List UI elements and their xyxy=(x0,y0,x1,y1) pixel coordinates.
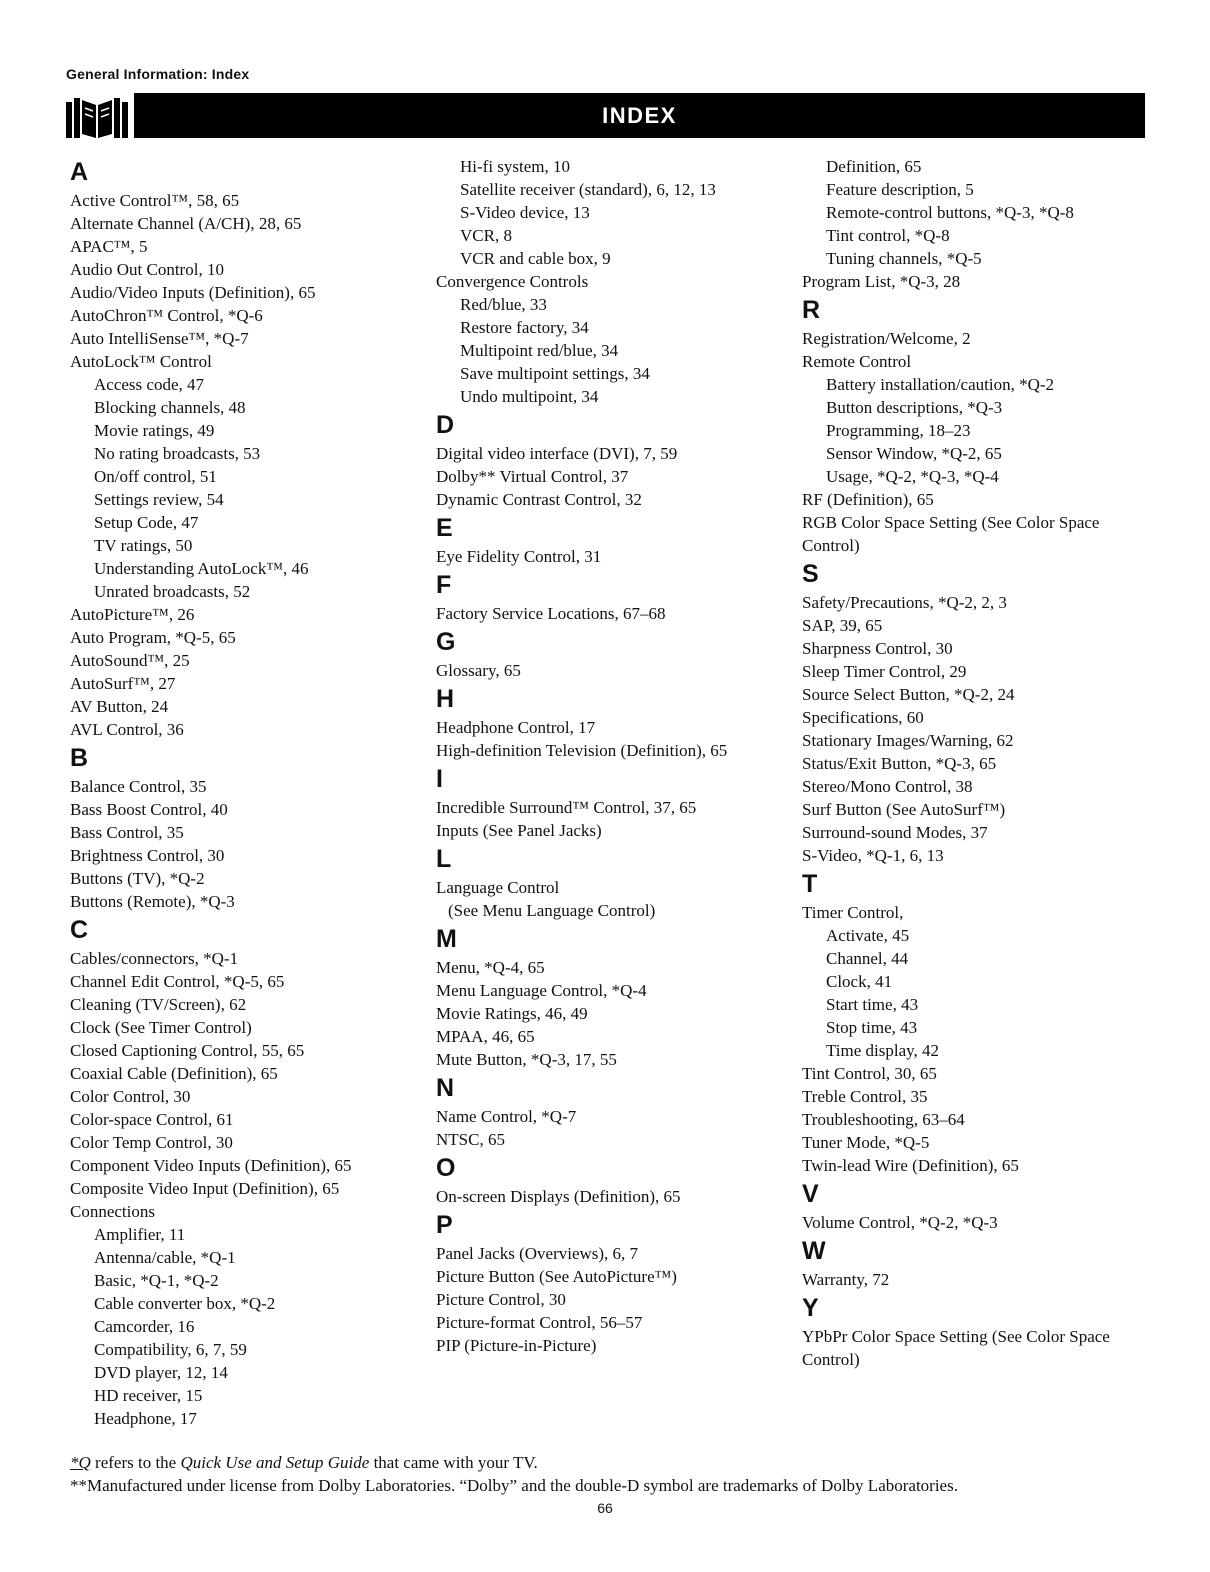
dolby-footnote: **Manufactured under license from Dolby Laboratories. “Dolby” and the double-D symbol are trademarks of Dolby Laboratories. xyxy=(70,1476,958,1495)
index-letter-l: L xyxy=(436,845,452,873)
index-letter-d: D xyxy=(436,411,455,439)
index-entry: Cables/connectors, *Q-1 xyxy=(70,949,239,968)
index-subentry: Headphone, 17 xyxy=(94,1409,197,1428)
index-entry: SAP, 39, 65 xyxy=(802,616,883,635)
index-subentry: VCR and cable box, 9 xyxy=(460,249,611,268)
index-entry: High-definition Television (Definition), 65 xyxy=(436,741,728,760)
index-column-1 xyxy=(70,155,425,1430)
index-entry: Clock (See Timer Control) xyxy=(70,1018,252,1037)
index-entry: Closed Captioning Control, 55, 65 xyxy=(70,1041,305,1060)
index-subentry: Definition, 65 xyxy=(826,157,922,176)
index-subentry: Red/blue, 33 xyxy=(460,295,547,314)
index-entry: Color-space Control, 61 xyxy=(70,1110,234,1129)
index-entry: Digital video interface (DVI), 7, 59 xyxy=(436,444,678,463)
index-entry: AutoSurf™, 27 xyxy=(70,674,176,693)
index-entry: Convergence Controls xyxy=(436,272,589,291)
index-entry: Buttons (TV), *Q-2 xyxy=(70,869,205,888)
index-entry: Auto IntelliSense™, *Q-7 xyxy=(70,329,249,348)
index-entry: Safety/Precautions, *Q-2, 2, 3 xyxy=(802,593,1007,612)
index-subentry: Undo multipoint, 34 xyxy=(460,387,599,406)
index-entry: AutoPicture™, 26 xyxy=(70,605,195,624)
quick-guide-footnote xyxy=(70,1451,1150,1474)
index-letter-i: I xyxy=(436,765,443,793)
index-entry: Stationary Images/Warning, 62 xyxy=(802,731,1014,750)
index-entry: Specifications, 60 xyxy=(802,708,924,727)
index-entry: Audio/Video Inputs (Definition), 65 xyxy=(70,283,316,302)
index-subentry: Setup Code, 47 xyxy=(94,513,199,532)
index-entry: Bass Boost Control, 40 xyxy=(70,800,228,819)
index-entry: Registration/Welcome, 2 xyxy=(802,329,971,348)
index-letter-b: B xyxy=(70,744,89,772)
index-entry: Treble Control, 35 xyxy=(802,1087,928,1106)
index-entry: AutoSound™, 25 xyxy=(70,651,190,670)
index-subentry: Camcorder, 16 xyxy=(94,1317,195,1336)
index-entry: Composite Video Input (Definition), 65 xyxy=(70,1179,340,1198)
index-subentry: Sensor Window, *Q-2, 65 xyxy=(826,444,1002,463)
q-prefix: *Q xyxy=(70,1453,91,1472)
index-letter-t: T xyxy=(802,870,818,898)
index-entry: APAC™, 5 xyxy=(70,237,148,256)
index-entry: Connections xyxy=(70,1202,155,1221)
index-entry: Color Control, 30 xyxy=(70,1087,191,1106)
index-subentry: Save multipoint settings, 34 xyxy=(460,364,650,383)
index-entry: Eye Fidelity Control, 31 xyxy=(436,547,602,566)
index-subentry: TV ratings, 50 xyxy=(94,536,193,555)
index-subentry: Usage, *Q-2, *Q-3, *Q-4 xyxy=(826,467,999,486)
index-entry: Tuner Mode, *Q-5 xyxy=(802,1133,930,1152)
index-letter-v: V xyxy=(802,1180,819,1208)
index-subentry: Satellite receiver (standard), 6, 12, 13 xyxy=(460,180,716,199)
index-subentry: Access code, 47 xyxy=(94,375,204,394)
index-subentry: Understanding AutoLock™, 46 xyxy=(94,559,309,578)
index-entry: Factory Service Locations, 67–68 xyxy=(436,604,666,623)
index-letter-m: M xyxy=(436,925,457,953)
index-subentry: Tuning channels, *Q-5 xyxy=(826,249,982,268)
index-entry: Panel Jacks (Overviews), 6, 7 xyxy=(436,1244,639,1263)
index-subentry: DVD player, 12, 14 xyxy=(94,1363,228,1382)
index-entry: YPbPr Color Space Setting (See Color Space Control) xyxy=(802,1327,1110,1369)
index-entry: Language Control xyxy=(436,878,560,897)
index-entry: Stereo/Mono Control, 38 xyxy=(802,777,973,796)
index-entry: Picture-format Control, 56–57 xyxy=(436,1313,643,1332)
index-entry: Cleaning (TV/Screen), 62 xyxy=(70,995,247,1014)
index-entry: Status/Exit Button, *Q-3, 65 xyxy=(802,754,997,773)
index-entry: Twin-lead Wire (Definition), 65 xyxy=(802,1156,1019,1175)
index-entry: Volume Control, *Q-2, *Q-3 xyxy=(802,1213,998,1232)
index-title-bar: INDEX xyxy=(134,93,1145,138)
index-subentry: Tint control, *Q-8 xyxy=(826,226,950,245)
index-subentry: Remote-control buttons, *Q-3, *Q-8 xyxy=(826,203,1074,222)
index-entry: Troubleshooting, 63–64 xyxy=(802,1110,965,1129)
section-label: General Information: Index xyxy=(66,66,250,82)
index-subentry: On/off control, 51 xyxy=(94,467,217,486)
index-letter-h: H xyxy=(436,685,455,713)
index-letter-p: P xyxy=(436,1211,453,1239)
index-entry: Sleep Timer Control, 29 xyxy=(802,662,967,681)
index-entry: Glossary, 65 xyxy=(436,661,521,680)
index-entry: Bass Control, 35 xyxy=(70,823,184,842)
index-subentry: Antenna/cable, *Q-1 xyxy=(94,1248,236,1267)
index-subentry: Cable converter box, *Q-2 xyxy=(94,1294,276,1313)
index-letter-w: W xyxy=(802,1237,826,1265)
index-entry: Audio Out Control, 10 xyxy=(70,260,224,279)
index-entry: Picture Control, 30 xyxy=(436,1290,566,1309)
index-entry: Dolby** Virtual Control, 37 xyxy=(436,467,629,486)
index-entry: AutoLock™ Control xyxy=(70,352,212,371)
q-middle: refers to the xyxy=(90,1453,181,1472)
index-subentry: Movie ratings, 49 xyxy=(94,421,215,440)
index-entry: Menu, *Q-4, 65 xyxy=(436,958,545,977)
index-entry: Source Select Button, *Q-2, 24 xyxy=(802,685,1015,704)
index-column-2 xyxy=(436,155,791,1357)
index-entry: Auto Program, *Q-5, 65 xyxy=(70,628,236,647)
index-entry: PIP (Picture-in-Picture) xyxy=(436,1336,597,1355)
index-entry: Coaxial Cable (Definition), 65 xyxy=(70,1064,278,1083)
index-entry: Brightness Control, 30 xyxy=(70,846,225,865)
index-subentry: Stop time, 43 xyxy=(826,1018,918,1037)
index-subentry: Settings review, 54 xyxy=(94,490,224,509)
index-subentry: HD receiver, 15 xyxy=(94,1386,203,1405)
index-entry: AV Button, 24 xyxy=(70,697,169,716)
index-entry: Tint Control, 30, 65 xyxy=(802,1064,937,1083)
index-subentry: Channel, 44 xyxy=(826,949,909,968)
index-subentry: S-Video device, 13 xyxy=(460,203,590,222)
index-subentry: (See Menu Language Control) xyxy=(448,901,656,920)
index-subentry: Restore factory, 34 xyxy=(460,318,589,337)
index-entry: RGB Color Space Setting (See Color Space Control) xyxy=(802,513,1100,555)
index-letter-a: A xyxy=(70,158,89,186)
index-entry: Movie Ratings, 46, 49 xyxy=(436,1004,588,1023)
index-entry: Mute Button, *Q-3, 17, 55 xyxy=(436,1050,617,1069)
index-entry: Incredible Surround™ Control, 37, 65 xyxy=(436,798,697,817)
index-subentry: Button descriptions, *Q-3 xyxy=(826,398,1003,417)
index-subentry: Compatibility, 6, 7, 59 xyxy=(94,1340,247,1359)
index-entry: Headphone Control, 17 xyxy=(436,718,596,737)
book-icon xyxy=(66,96,128,138)
index-letter-e: E xyxy=(436,514,453,542)
index-letter-s: S xyxy=(802,560,819,588)
index-entry: Active Control™, 58, 65 xyxy=(70,191,240,210)
index-subentry: Hi-fi system, 10 xyxy=(460,157,571,176)
index-subentry: No rating broadcasts, 53 xyxy=(94,444,261,463)
index-letter-g: G xyxy=(436,628,456,656)
q-suffix: that came with your TV. xyxy=(369,1453,538,1472)
page-number: 66 xyxy=(597,1500,613,1516)
index-entry: Dynamic Contrast Control, 32 xyxy=(436,490,642,509)
index-entry: MPAA, 46, 65 xyxy=(436,1027,535,1046)
index-entry: Warranty, 72 xyxy=(802,1270,890,1289)
index-subentry: Basic, *Q-1, *Q-2 xyxy=(94,1271,219,1290)
index-subentry: VCR, 8 xyxy=(460,226,512,245)
index-subentry: Clock, 41 xyxy=(826,972,893,991)
index-letter-o: O xyxy=(436,1154,456,1182)
index-letter-f: F xyxy=(436,571,452,599)
index-entry: Balance Control, 35 xyxy=(70,777,207,796)
index-entry: AutoChron™ Control, *Q-6 xyxy=(70,306,263,325)
index-entry: Component Video Inputs (Definition), 65 xyxy=(70,1156,352,1175)
index-subentry: Start time, 43 xyxy=(826,995,919,1014)
index-column-3 xyxy=(802,155,1142,1371)
index-subentry: Unrated broadcasts, 52 xyxy=(94,582,251,601)
index-entry: RF (Definition), 65 xyxy=(802,490,934,509)
index-entry: Channel Edit Control, *Q-5, 65 xyxy=(70,972,285,991)
index-entry: Program List, *Q-3, 28 xyxy=(802,272,961,291)
index-entry: Inputs (See Panel Jacks) xyxy=(436,821,602,840)
index-entry: Name Control, *Q-7 xyxy=(436,1107,577,1126)
index-subentry: Amplifier, 11 xyxy=(94,1225,186,1244)
index-entry: S-Video, *Q-1, 6, 13 xyxy=(802,846,944,865)
quick-guide-title: Quick Use and Setup Guide xyxy=(180,1453,370,1472)
footnotes xyxy=(70,1451,1150,1497)
index-entry: Menu Language Control, *Q-4 xyxy=(436,981,647,1000)
index-entry: Surround-sound Modes, 37 xyxy=(802,823,988,842)
index-letter-y: Y xyxy=(802,1294,819,1322)
index-subentry: Programming, 18–23 xyxy=(826,421,971,440)
index-letter-c: C xyxy=(70,916,89,944)
index-subentry: Multipoint red/blue, 34 xyxy=(460,341,619,360)
index-subentry: Time display, 42 xyxy=(826,1041,940,1060)
index-entry: Surf Button (See AutoSurf™) xyxy=(802,800,1006,819)
index-subentry: Feature description, 5 xyxy=(826,180,974,199)
index-letter-r: R xyxy=(802,296,821,324)
index-entry: NTSC, 65 xyxy=(436,1130,505,1149)
index-entry: Color Temp Control, 30 xyxy=(70,1133,233,1152)
index-entry: Buttons (Remote), *Q-3 xyxy=(70,892,235,911)
index-entry: Sharpness Control, 30 xyxy=(802,639,953,658)
index-entry: Timer Control, xyxy=(802,903,904,922)
index-letter-n: N xyxy=(436,1074,455,1102)
index-entry: Alternate Channel (A/CH), 28, 65 xyxy=(70,214,302,233)
index-subentry: Battery installation/caution, *Q-2 xyxy=(826,375,1055,394)
index-subentry: Blocking channels, 48 xyxy=(94,398,246,417)
index-entry: Remote Control xyxy=(802,352,912,371)
index-entry: On-screen Displays (Definition), 65 xyxy=(436,1187,681,1206)
index-entry: Picture Button (See AutoPicture™) xyxy=(436,1267,677,1286)
index-subentry: Activate, 45 xyxy=(826,926,910,945)
index-entry: AVL Control, 36 xyxy=(70,720,184,739)
